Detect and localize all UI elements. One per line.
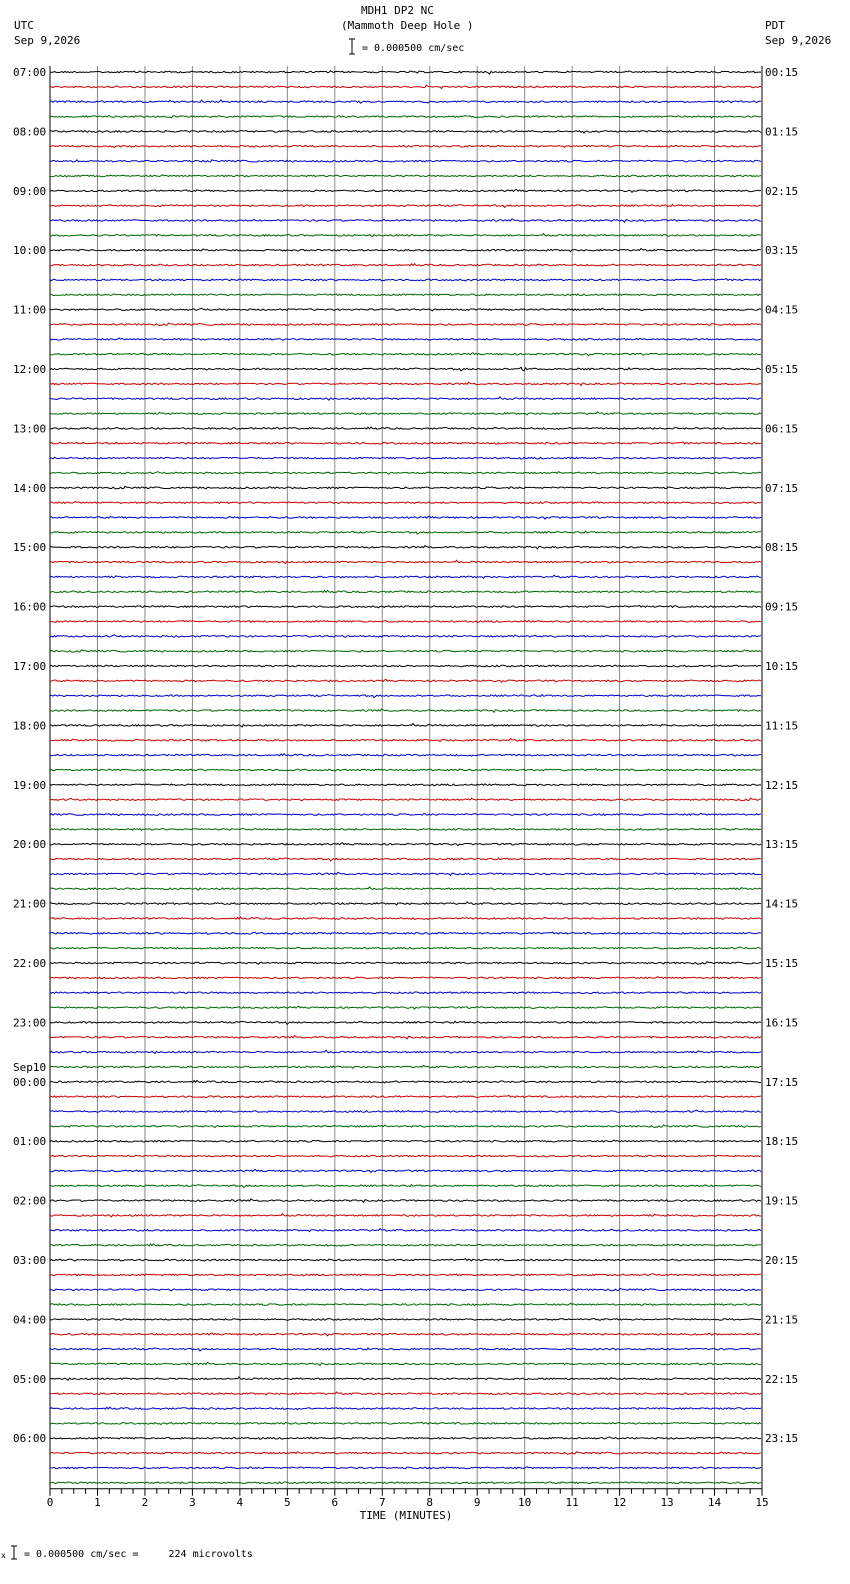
trace-line (50, 279, 761, 281)
footer-scale-bar-icon (10, 1545, 18, 1561)
trace-line (50, 1006, 761, 1009)
right-time-label: 06:15 (765, 422, 799, 436)
x-tick-label: 2 (141, 1495, 149, 1509)
right-time-label: 09:15 (765, 600, 799, 614)
right-time-label: 05:15 (765, 363, 799, 376)
left-time-label: 18:00 (13, 719, 47, 733)
right-time-label: 02:15 (765, 184, 799, 198)
left-time-label: 05:00 (13, 1372, 47, 1386)
trace-line (50, 233, 761, 236)
trace-line (50, 1036, 761, 1039)
right-time-label: 14:15 (765, 897, 799, 911)
trace-line (50, 264, 761, 267)
trace-line (50, 1467, 761, 1469)
x-tick-label: 9 (473, 1495, 481, 1509)
left-time-label: 15:00 (13, 541, 47, 555)
trace-line (50, 977, 761, 979)
station-title: MDH1 DP2 NC (361, 4, 434, 17)
trace-line (50, 1185, 761, 1188)
trace-line (50, 1437, 761, 1439)
trace-line (50, 427, 761, 430)
trace-line (50, 1050, 761, 1053)
trace-line (50, 887, 761, 890)
trace-line (50, 620, 761, 622)
right-date: Sep 9,2026 (765, 34, 832, 47)
trace-line (50, 784, 761, 786)
x-tick-label: 6 (331, 1495, 339, 1509)
trace-line (50, 902, 761, 905)
trace-line (50, 724, 761, 727)
trace-line (50, 635, 761, 637)
left-date: Sep 9,2026 (14, 34, 81, 47)
trace-line (50, 798, 761, 801)
trace-line (50, 397, 761, 400)
trace-line (50, 516, 761, 519)
trace-line (50, 829, 761, 831)
x-tick-label: 1 (94, 1495, 101, 1509)
left-time-label: 14:00 (13, 481, 47, 495)
right-timezone: PDT (765, 19, 785, 32)
left-time-label: 04:00 (13, 1313, 47, 1327)
x-tick-label: 12 (612, 1495, 627, 1509)
trace-line (50, 131, 761, 134)
right-time-label: 16:15 (765, 1016, 799, 1030)
trace-line (50, 100, 761, 103)
trace-line (50, 1319, 761, 1321)
trace-line (50, 560, 761, 563)
right-time-label: 04:15 (765, 303, 799, 317)
x-tick-label: 11 (565, 1495, 579, 1509)
trace-line (50, 665, 761, 667)
trace-line (50, 382, 761, 385)
x-tick-label: 4 (236, 1495, 244, 1509)
left-time-label: 13:00 (13, 422, 47, 436)
left-timezone: UTC (14, 19, 34, 32)
trace-line (50, 679, 761, 682)
right-time-label: 23:15 (765, 1432, 799, 1446)
trace-line (50, 1274, 761, 1276)
trace-line (50, 175, 761, 177)
trace-line (50, 189, 761, 192)
right-time-label: 21:15 (765, 1313, 799, 1327)
right-time-label: 01:15 (765, 125, 799, 139)
right-time-label: 22:15 (765, 1372, 799, 1386)
trace-line (50, 1377, 761, 1380)
trace-line (50, 754, 761, 757)
right-time-label: 10:15 (765, 660, 799, 673)
trace-line (50, 85, 761, 88)
footer-mark: x (1, 1551, 6, 1560)
right-time-label: 07:15 (765, 481, 799, 495)
trace-line (50, 1169, 761, 1172)
trace-line (50, 1199, 761, 1202)
left-time-label: 19:00 (13, 778, 47, 792)
trace-line (50, 858, 761, 861)
trace-line (50, 1333, 761, 1336)
trace-line (50, 1303, 761, 1305)
trace-line (50, 219, 761, 222)
trace-line (50, 1140, 761, 1142)
trace-line (50, 1362, 761, 1365)
trace-line (50, 1259, 761, 1261)
trace-line (50, 546, 761, 549)
x-tick-label: 10 (518, 1495, 532, 1509)
trace-line (50, 1392, 761, 1395)
trace-line (50, 650, 761, 653)
trace-line (50, 1065, 761, 1068)
right-time-label: 17:15 (765, 1075, 799, 1089)
trace-line (50, 1080, 761, 1083)
trace-line (50, 1348, 761, 1351)
left-time-label: 08:00 (13, 125, 47, 139)
left-time-label: 16:00 (13, 600, 47, 614)
left-time-label: 09:00 (13, 184, 47, 198)
trace-line (50, 739, 761, 742)
left-time-label: 21:00 (13, 897, 47, 911)
trace-line (50, 932, 761, 934)
x-tick-label: 15 (755, 1495, 769, 1509)
trace-line (50, 501, 761, 503)
trace-line (50, 694, 761, 697)
right-time-label: 11:15 (765, 719, 799, 733)
trace-line (50, 992, 761, 994)
left-time-label: 02:00 (13, 1194, 47, 1208)
trace-line (50, 442, 761, 444)
left-time-label: 10:00 (13, 244, 47, 258)
left-time-label: 17:00 (13, 660, 47, 673)
right-time-label: 18:15 (765, 1135, 799, 1149)
right-time-label: 03:15 (765, 244, 799, 258)
trace-line (50, 1095, 761, 1097)
trace-line (50, 71, 761, 74)
trace-line (50, 1288, 761, 1291)
left-time-label: 23:00 (13, 1016, 47, 1030)
trace-line (50, 1155, 761, 1157)
right-time-label: 15:15 (765, 957, 799, 970)
left-time-label: 01:00 (13, 1135, 47, 1149)
x-axis-label: TIME (MINUTES) (359, 1508, 453, 1522)
trace-line (50, 338, 761, 340)
trace-line (50, 962, 761, 965)
trace-line (50, 575, 761, 578)
left-date-label: Sep10 (13, 1060, 47, 1074)
trace-line (50, 1407, 761, 1410)
trace-line (50, 1482, 761, 1484)
left-time-label: 06:00 (13, 1432, 47, 1446)
right-time-label: 00:15 (765, 66, 799, 79)
right-time-label: 12:15 (765, 778, 799, 792)
trace-line (50, 769, 761, 771)
left-time-label: 12:00 (13, 363, 47, 376)
trace-line (50, 813, 761, 815)
trace-line (50, 249, 761, 252)
x-tick-label: 5 (284, 1495, 291, 1509)
right-time-label: 19:15 (765, 1194, 799, 1208)
trace-line (50, 323, 761, 326)
location-title: (Mammoth Deep Hole ) (341, 19, 474, 32)
left-time-label: 20:00 (13, 838, 47, 852)
x-tick-label: 0 (46, 1495, 54, 1509)
left-time-label: 07:00 (13, 66, 47, 79)
left-time-label: 22:00 (13, 957, 47, 970)
trace-line (50, 872, 761, 875)
trace-line (50, 472, 761, 474)
trace-line (50, 1214, 761, 1217)
trace-line (50, 308, 761, 310)
x-tick-label: 7 (378, 1495, 386, 1509)
left-time-label: 03:00 (13, 1254, 47, 1267)
trace-line (50, 1244, 761, 1247)
trace-line (50, 1452, 761, 1455)
right-time-label: 13:15 (765, 838, 799, 852)
trace-line (50, 367, 761, 371)
scale-label: = 0.000500 cm/sec (362, 43, 465, 54)
trace-line (50, 1125, 761, 1128)
x-tick-label: 14 (707, 1495, 722, 1509)
trace-line (50, 1021, 761, 1024)
trace-line (50, 605, 761, 607)
trace-line (50, 116, 761, 118)
trace-line (50, 486, 761, 489)
trace-line (50, 160, 761, 162)
trace-line (50, 590, 761, 593)
trace-line (50, 531, 761, 534)
trace-line (50, 457, 761, 459)
trace-line (50, 843, 761, 846)
x-tick-label: 13 (660, 1495, 674, 1509)
trace-line (50, 1110, 761, 1112)
trace-line (50, 204, 761, 207)
trace-line (50, 947, 761, 949)
trace-line (50, 353, 761, 356)
right-time-label: 20:15 (765, 1254, 799, 1267)
trace-line (50, 709, 761, 712)
trace-line (50, 1422, 761, 1424)
footer-scale-note: = 0.000500 cm/sec = 224 microvolts (24, 1549, 253, 1560)
trace-line (50, 1229, 761, 1232)
left-time-label: 11:00 (13, 303, 47, 317)
trace-line (50, 294, 761, 296)
x-tick-label: 3 (189, 1495, 196, 1509)
trace-line (50, 917, 761, 920)
trace-line (50, 412, 761, 415)
x-tick-label: 8 (426, 1495, 434, 1509)
left-time-label: 00:00 (13, 1075, 47, 1089)
right-time-label: 08:15 (765, 541, 799, 555)
trace-line (50, 145, 761, 147)
